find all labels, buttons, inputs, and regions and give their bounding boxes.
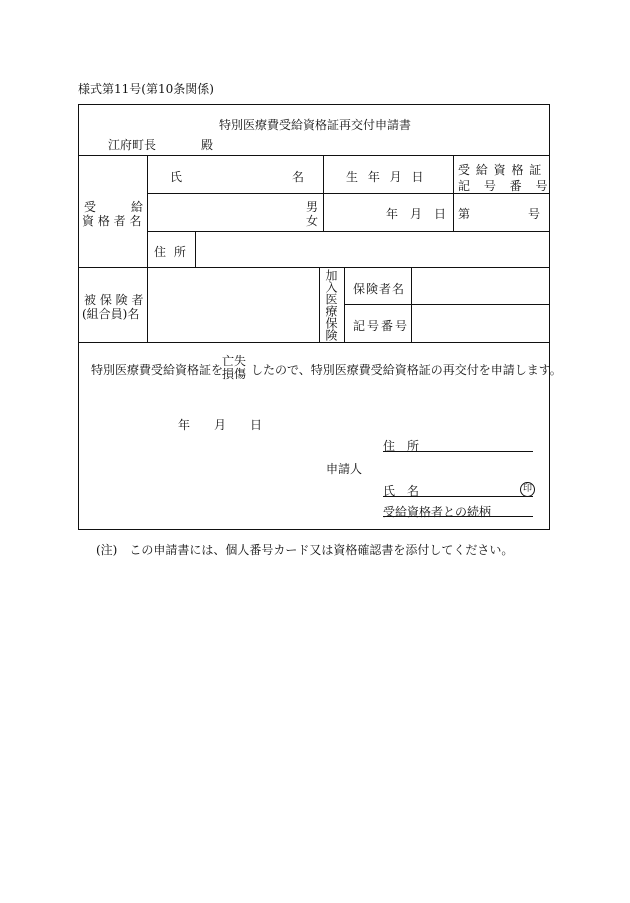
applicant-relation-label: 受給資格者との続柄	[383, 505, 492, 519]
applicant-role: 申請人	[326, 462, 363, 476]
rule	[323, 155, 324, 231]
recipient-label-left: 受	[84, 200, 97, 214]
option-lost[interactable]: 亡失	[222, 354, 247, 368]
applicant-name-underline[interactable]	[383, 496, 533, 497]
rule	[344, 267, 345, 342]
addressee-recipient: 江府町長	[108, 138, 157, 152]
insurer-name-input[interactable]	[414, 270, 548, 302]
insured-label-line1: 被 保 険 者	[84, 293, 144, 307]
rule	[147, 231, 550, 232]
cert-number-header-line2: 記 号 番 号	[458, 179, 548, 193]
sex-female[interactable]: 女	[306, 214, 319, 228]
rule	[79, 342, 550, 343]
insured-label-line2: (組合員)名	[82, 307, 140, 321]
rule	[344, 304, 550, 305]
rule	[195, 231, 196, 267]
symbol-number-input[interactable]	[414, 307, 548, 340]
rule	[79, 267, 550, 268]
cert-number-header-line1: 受 給 資 格 証	[458, 163, 542, 177]
cert-number-suffix: 号	[528, 207, 541, 221]
name-header-left: 氏	[170, 170, 183, 184]
applicant-address-underline[interactable]	[383, 451, 533, 452]
footnote: (注) この申請書には、個人番号カード又は資格確認書を添付してください。	[96, 543, 514, 557]
addressee-honorific: 殿	[201, 138, 214, 152]
birth-date-field[interactable]: 年 月 日	[386, 207, 447, 221]
address-label: 住 所	[154, 245, 186, 259]
applicant-relation-underline[interactable]	[383, 516, 533, 517]
statement-suffix: したので、特別医療費受給資格証の再交付を申請します。	[251, 363, 562, 377]
applicant-address-label: 住 所	[383, 439, 420, 453]
rule	[319, 267, 320, 342]
rule	[411, 267, 412, 342]
address-input[interactable]	[198, 234, 548, 264]
statement-options	[222, 355, 246, 381]
form-title: 特別医療費受給資格証再交付申請書	[218, 118, 411, 132]
name-header-right: 名	[292, 170, 305, 184]
sex-male[interactable]: 男	[306, 200, 319, 214]
recipient-label-line2: 資 格 者 名	[82, 214, 142, 228]
birth-date-header: 生 年 月 日	[346, 170, 424, 184]
form-number-label: 様式第11号(第10条関係)	[78, 82, 214, 96]
option-damaged[interactable]: 損傷	[222, 367, 247, 381]
insurer-name-label: 保険者名	[353, 282, 406, 296]
insurance-vertical-label: 加入医療保険	[324, 269, 338, 341]
insured-name-input[interactable]	[150, 270, 316, 340]
application-date[interactable]: 年 月 日	[178, 418, 263, 432]
cert-number-prefix: 第	[458, 207, 471, 221]
symbol-number-label: 記号番号	[353, 319, 410, 333]
seal-icon: 印	[520, 482, 535, 497]
rule	[79, 155, 550, 156]
statement-prefix: 特別医療費受給資格証を	[91, 363, 224, 377]
recipient-label-right: 給	[131, 200, 144, 214]
rule	[147, 155, 148, 342]
rule	[453, 155, 454, 231]
applicant-name-label: 氏 名	[383, 484, 420, 498]
